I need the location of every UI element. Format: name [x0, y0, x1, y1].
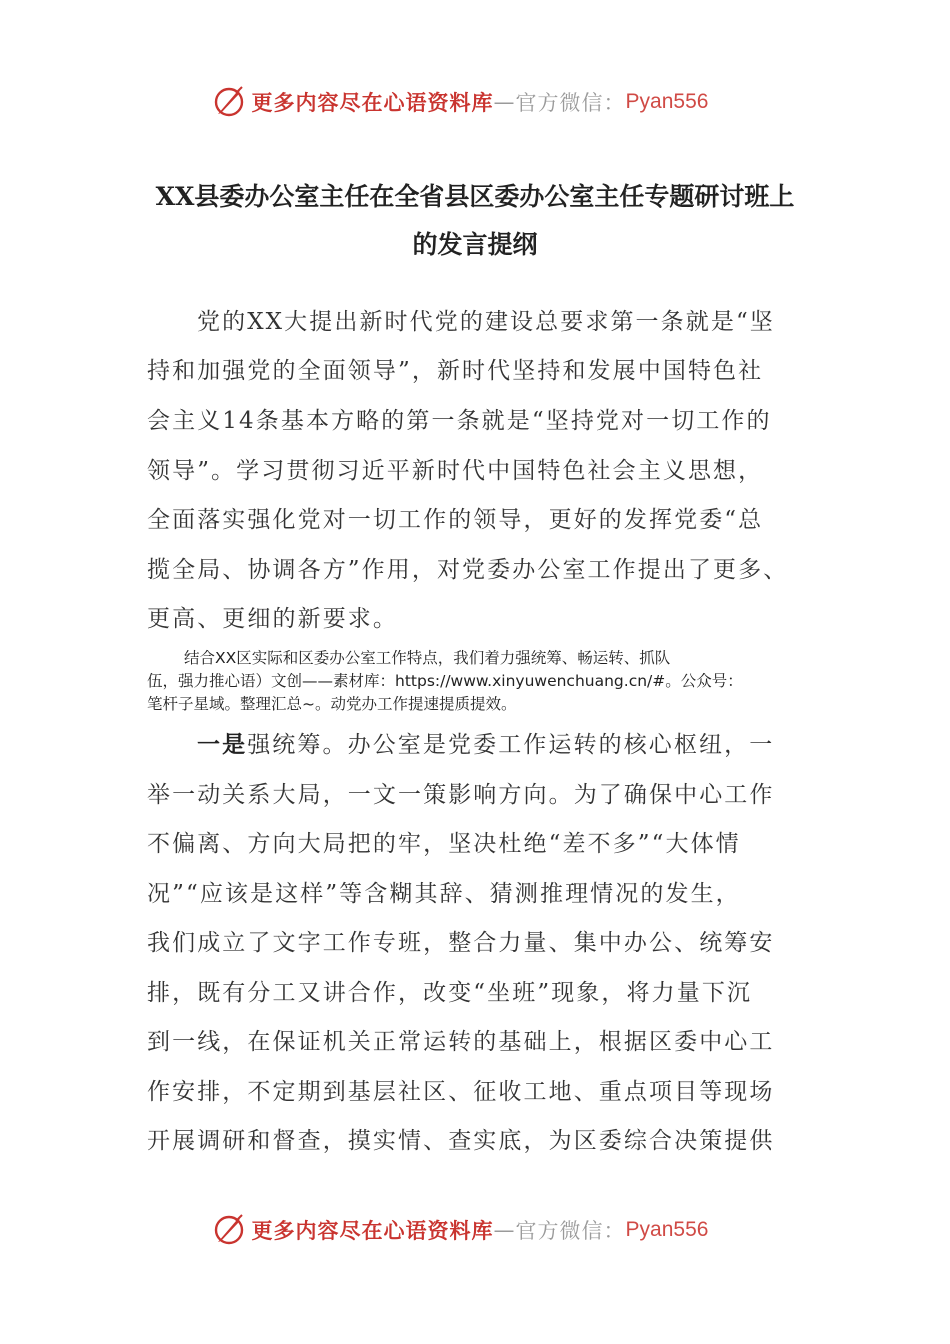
footer-watermark-banner: [0, 1210, 950, 1250]
section-1-line: 况”“应该是这样”等含糊其辞、猜测推理情况的发生，: [147, 881, 741, 907]
paragraph-2-line: 伍，强力推心语）文创——素材库：https://www.xinyuwenchuang.cn/#。公众号：: [147, 672, 743, 690]
banner-wechat-label: 官方微信：: [515, 91, 626, 115]
section-1-first-line: [197, 730, 807, 760]
section-1-line: 排，既有分工又讲合作，改变“坐班”现象，将力量下沉: [147, 980, 753, 1006]
section-1-line: 到一线，在保证机关正常运转的基础上，根据区委中心工: [147, 1029, 775, 1055]
section-1-first-line-text: 强统筹。办公室是党委工作运转的核心枢纽，一: [247, 732, 775, 758]
paragraph-1-line: 持和加强党的全面领导”，新时代坚持和发展中国特色社: [147, 358, 764, 384]
document-title-line-2: 的发言提纲: [412, 230, 538, 259]
section-1-line: 举一动关系大局，一文一策影响方向。为了确保中心工作: [147, 782, 775, 808]
paragraph-1-line: 更高、更细的新要求。: [147, 606, 398, 632]
banner-brand-text: 更多内容尽在心语资料库: [251, 90, 494, 115]
paragraph-1-line: 揽全局、协调各方”作用，对党委办公室工作提出了更多、: [147, 557, 789, 583]
section-1-line: 我们成立了文字工作专班，整合力量、集中办公、统筹安: [147, 930, 775, 956]
paragraph-1-line: 全面落实强化党对一切工作的领导，更好的发挥党委“总: [147, 507, 764, 533]
quill-logo-icon: [212, 85, 246, 119]
banner-handle: Pyan556: [625, 1218, 709, 1241]
paragraph-1-line: 会主义14条基本方略的第一条就是“坚持党对一切工作的: [147, 408, 772, 434]
section-1-line: 不偏离、方向大局把的牢，坚决杜绝“差不多”“大体情: [147, 831, 741, 857]
paragraph-2-line: 笔杆子星域。整理汇总~。动党办工作提速提质提效。: [147, 695, 517, 713]
banner-brand-text: 更多内容尽在心语资料库: [251, 1218, 494, 1243]
paragraph-2-line: 结合XX区实际和区委办公室工作特点，我们着力强统筹、畅运转、抓队: [184, 649, 671, 667]
section-1-line: 开展调研和督查，摸实情、查实底，为区委综合决策提供: [147, 1128, 775, 1154]
document-title-line-1: XX县委办公室主任在全省县区委办公室主任专题研讨班上: [155, 182, 795, 211]
section-1-line: 作安排，不定期到基层社区、征收工地、重点项目等现场: [147, 1079, 775, 1105]
paragraph-1-line: 党的XX大提出新时代党的建设总要求第一条就是“坚: [197, 309, 775, 335]
banner-dash: —: [493, 90, 516, 114]
banner-wechat-label: 官方微信：: [515, 1219, 626, 1243]
section-1-lead: 一是: [197, 731, 248, 758]
banner-handle: Pyan556: [625, 90, 709, 113]
header-watermark-banner: [0, 82, 950, 122]
paragraph-1-line: 领导”。学习贯彻习近平新时代中国特色社会主义思想，: [147, 458, 764, 484]
quill-logo-icon: [212, 1213, 246, 1247]
banner-dash: —: [493, 1218, 516, 1242]
